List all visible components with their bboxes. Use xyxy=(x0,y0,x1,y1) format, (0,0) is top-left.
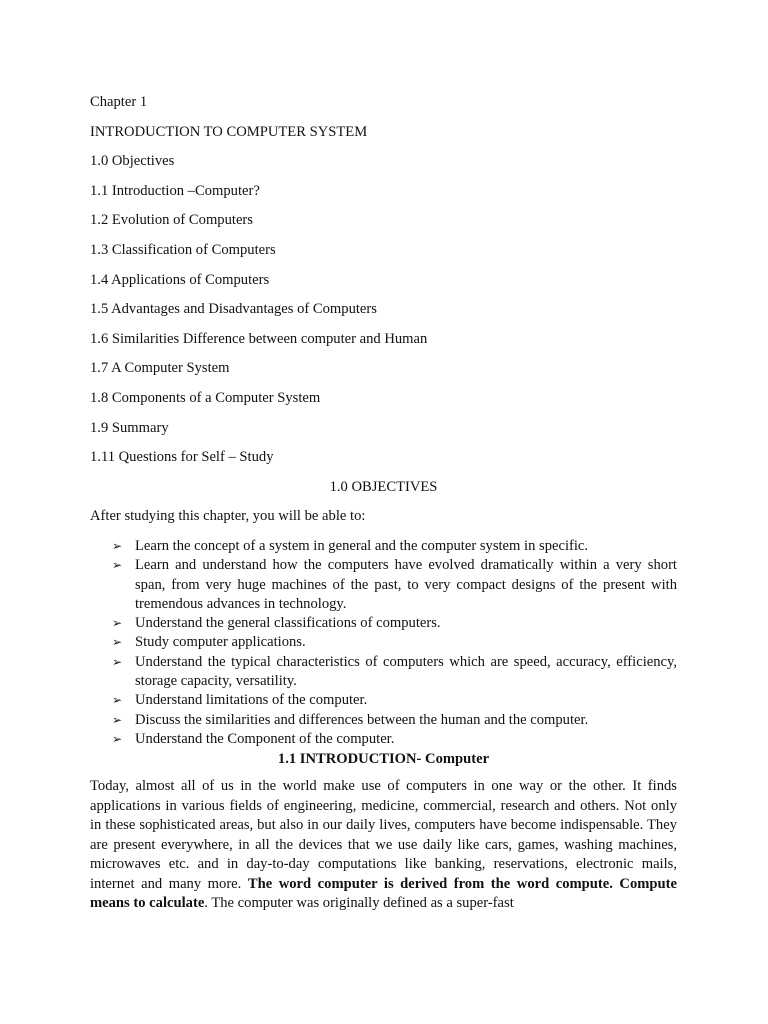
objectives-intro: After studying this chapter, you will be able to: xyxy=(90,508,366,525)
toc-item: 1.2 Evolution of Computers xyxy=(90,212,253,229)
arrow-bullet-icon: ➢ xyxy=(112,712,123,727)
paragraph-bold-text: The word computer is derived from the word compute. Compute means to calculate xyxy=(90,875,677,912)
list-item-text: Study computer applications. xyxy=(135,634,306,651)
table-of-contents xyxy=(90,152,677,478)
list-item xyxy=(112,711,677,730)
arrow-bullet-icon: ➢ xyxy=(112,693,123,708)
list-item-text: Discuss the similarities and differences between the human and the computer. xyxy=(135,711,589,728)
toc-item: 1.11 Questions for Self – Study xyxy=(90,449,274,466)
paragraph-text: . The computer was originally defined as a super-fast xyxy=(204,895,514,912)
toc-item: 1.5 Advantages and Disadvantages of Computers xyxy=(90,301,377,318)
chapter-label: Chapter 1 xyxy=(90,94,148,110)
toc-item: 1.9 Summary xyxy=(90,419,169,436)
list-item xyxy=(112,691,677,710)
chapter-title: INTRODUCTION TO COMPUTER SYSTEM xyxy=(90,123,368,140)
objectives-heading: 1.0 OBJECTIVES xyxy=(329,478,438,495)
toc-item: 1.0 Objectives xyxy=(90,153,175,170)
arrow-bullet-icon: ➢ xyxy=(112,654,123,669)
arrow-bullet-icon: ➢ xyxy=(112,538,123,553)
list-item-text: Understand limitations of the computer. xyxy=(135,692,368,709)
document-body xyxy=(90,93,677,914)
arrow-bullet-icon: ➢ xyxy=(112,616,123,631)
toc-item: 1.1 Introduction –Computer? xyxy=(90,182,260,199)
list-item-text: Understand the typical characteristics of computers which are speed, accuracy, efficiency, storage capacity, versatility. xyxy=(135,653,677,689)
paragraph-text: Today, almost all of us in the world make use of computers in one way or the other. It finds applications in various fields of engineering, medicine, commercial, research and others. Not only in these sophisticated areas, but also in our daily lives, computers have become indispensable. They are present everywhere, in all the devices that we use daily like cars, games, washing machines, microwaves etc. and in day-to-day computations like banking, reservations, electronic mails, internet and many more. xyxy=(90,778,677,892)
toc-item: 1.3 Classification of Computers xyxy=(90,241,276,258)
list-item-text: Learn the concept of a system in general and the computer system in specific. xyxy=(135,537,589,554)
introduction-heading: 1.1 INTRODUCTION- Computer xyxy=(277,751,490,768)
objectives-list xyxy=(90,537,677,749)
introduction-paragraph xyxy=(90,777,677,914)
arrow-bullet-icon: ➢ xyxy=(112,558,123,573)
list-item-text: Understand the general classifications of computers. xyxy=(135,615,441,632)
toc-item: 1.8 Components of a Computer System xyxy=(90,389,321,406)
list-item xyxy=(112,633,677,652)
arrow-bullet-icon: ➢ xyxy=(112,635,123,650)
list-item xyxy=(112,556,677,614)
list-item xyxy=(112,730,677,749)
list-item xyxy=(112,653,677,692)
toc-item: 1.6 Similarities Difference between computer and Human xyxy=(90,330,428,347)
arrow-bullet-icon: ➢ xyxy=(112,731,123,746)
list-item xyxy=(112,614,677,633)
toc-item: 1.7 A Computer System xyxy=(90,360,230,377)
list-item-text: Learn and understand how the computers have evolved dramatically within a very short span, from very huge machines of the past, to very compact designs of the present with tremendous advances in technology. xyxy=(135,557,677,612)
toc-item: 1.4 Applications of Computers xyxy=(90,271,270,288)
list-item-text: Understand the Component of the computer. xyxy=(135,730,395,747)
list-item xyxy=(112,537,677,556)
